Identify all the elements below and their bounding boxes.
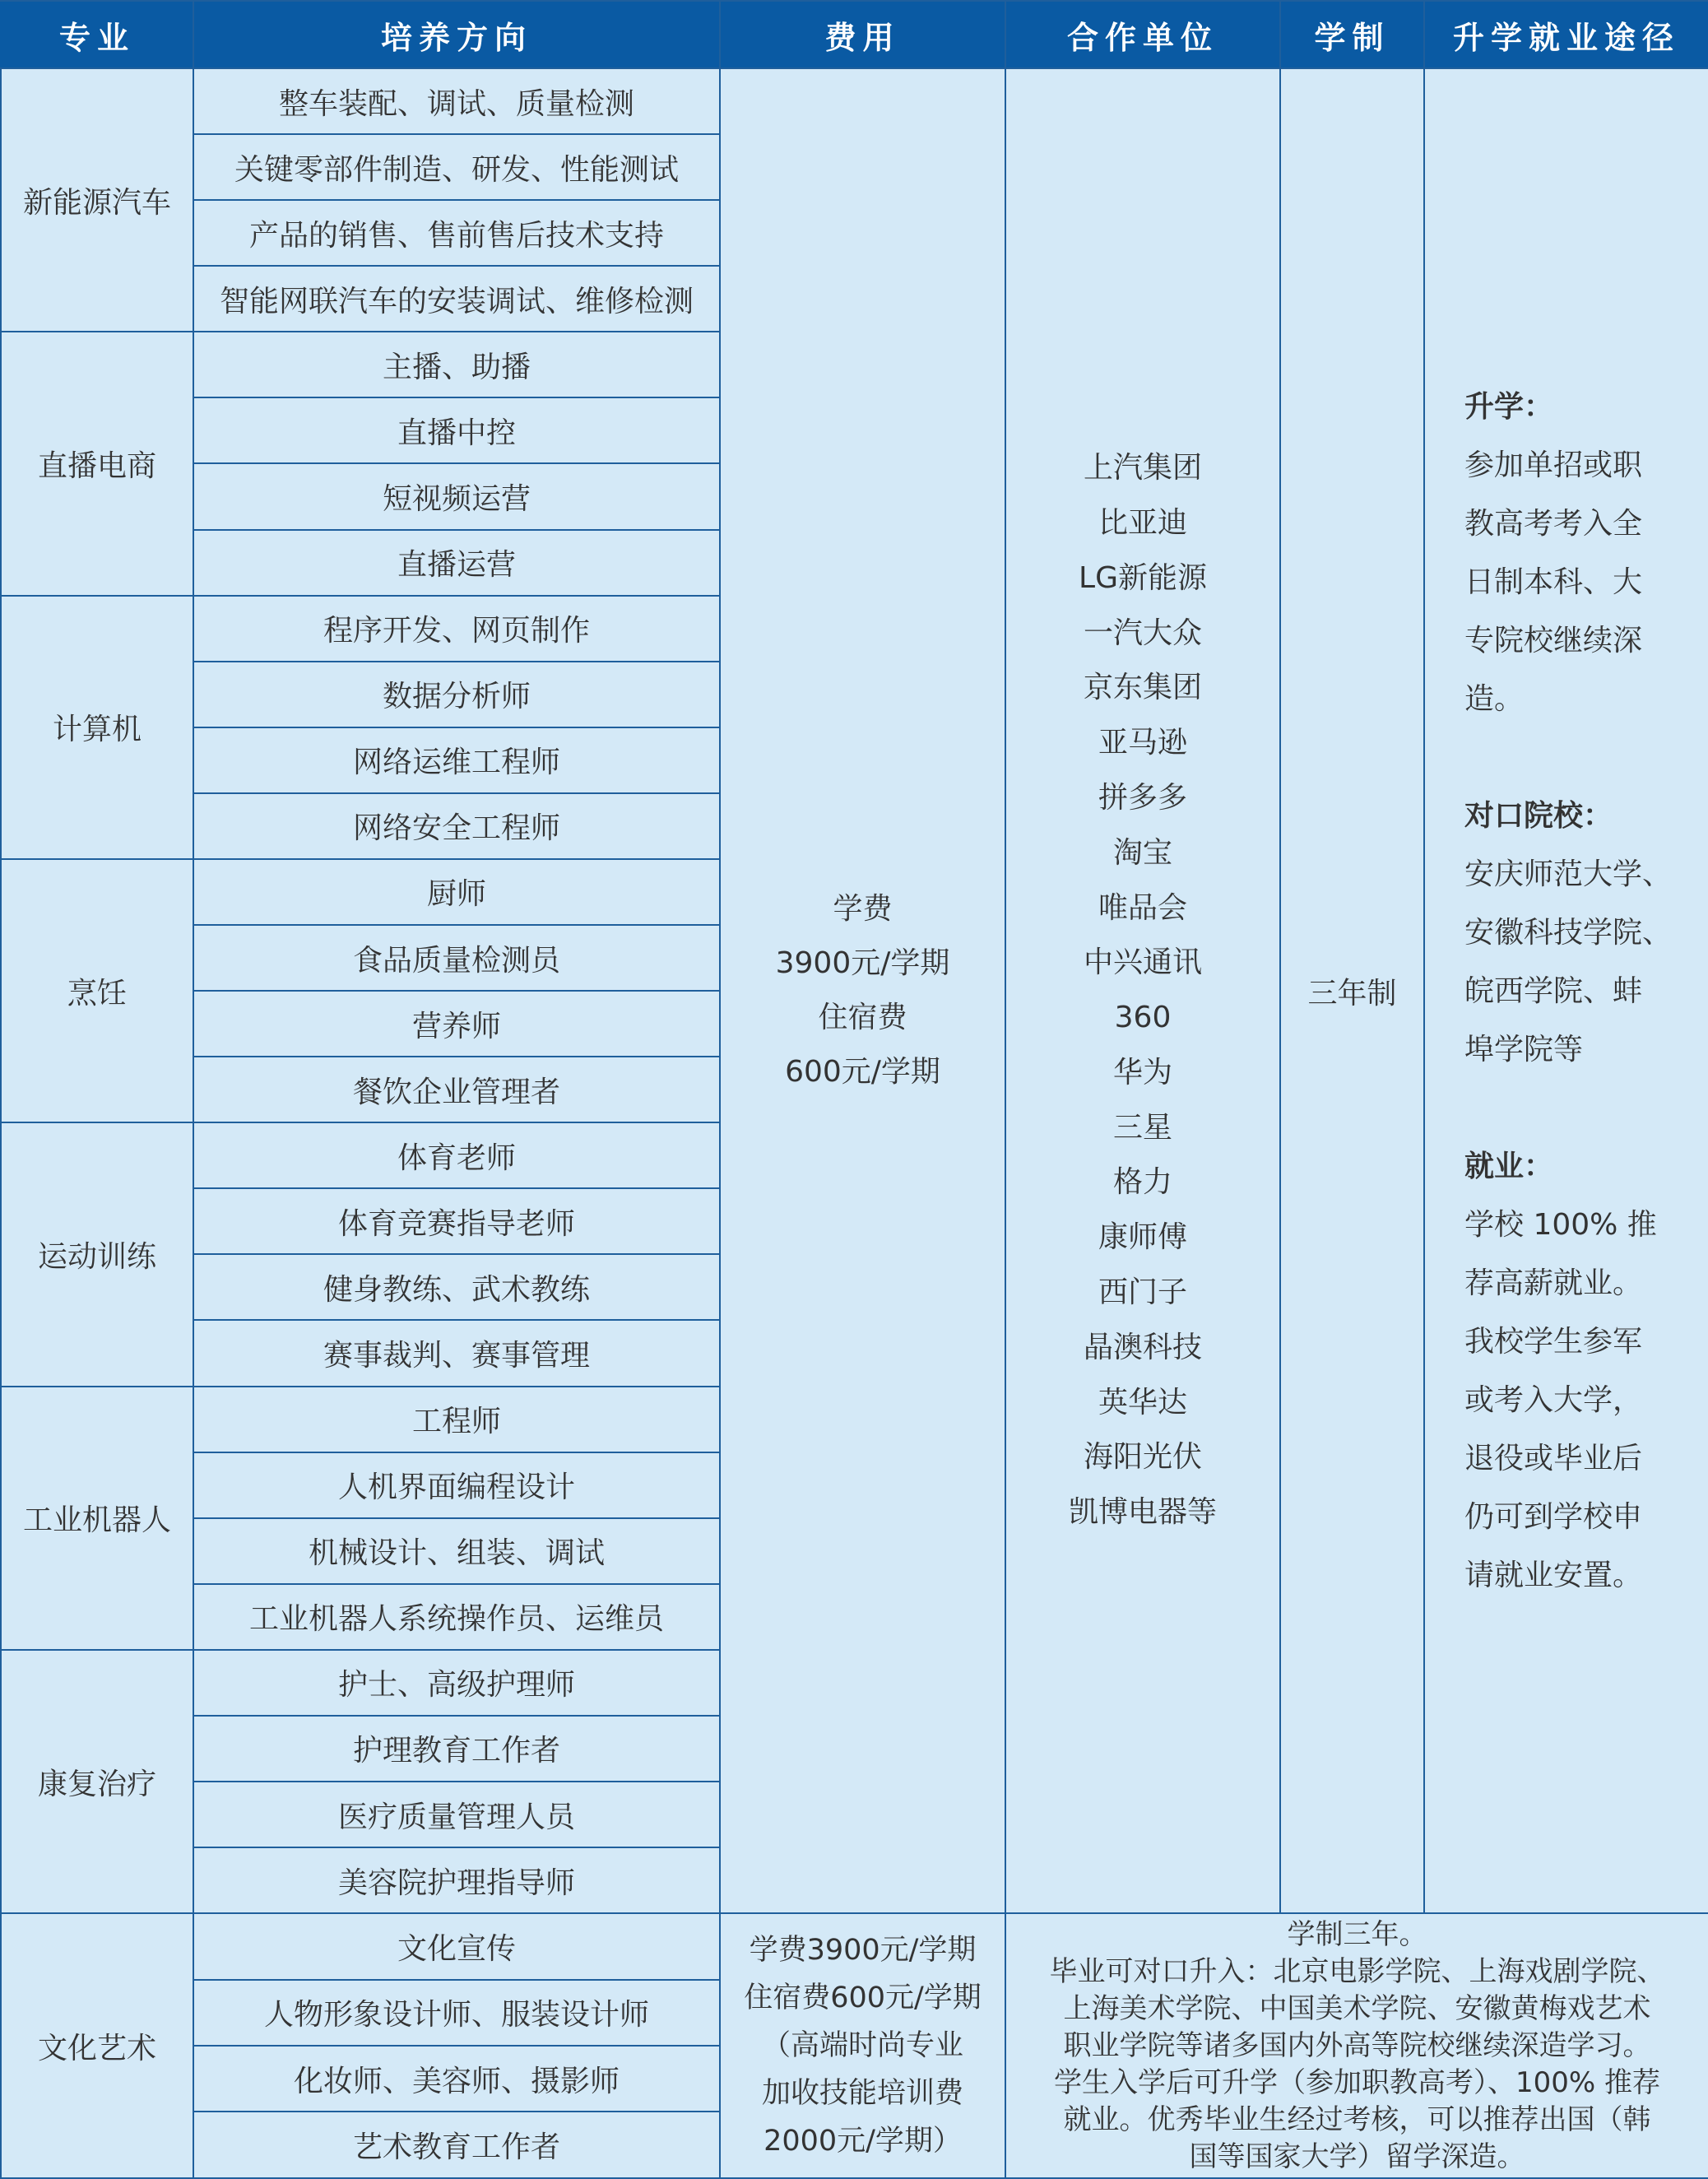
direction-cell: 机械设计、组装、调试: [193, 1518, 720, 1584]
further-study-line: 造。: [1464, 681, 1525, 716]
direction-cell: 直播中控: [193, 397, 720, 463]
direction-cell: 艺术教育工作者: [193, 2112, 720, 2178]
fee-tuition-value: 3900元/学期: [775, 946, 950, 981]
employment-line: 或考入大学，: [1464, 1382, 1643, 1417]
direction-cell: 体育竞赛指导老师: [193, 1188, 720, 1254]
employment-line: 我校学生参军: [1464, 1324, 1643, 1359]
partner-item: 格力: [1112, 1165, 1172, 1200]
header-direction: 培养方向: [193, 1, 720, 68]
partner-item: 比亚迪: [1098, 505, 1187, 540]
arts-fee-line: 学费3900元/学期: [749, 1934, 977, 1968]
employment-line: 学校 100% 推: [1464, 1207, 1657, 1242]
direction-cell: 主播、助播: [193, 332, 720, 397]
direction-cell: 健身教练、武术教练: [193, 1254, 720, 1320]
employment-line: 请就业安置。: [1464, 1558, 1643, 1592]
arts-description-cell: [1005, 1913, 1708, 2178]
header-fee: 费用: [720, 1, 1005, 68]
major-name: 运动训练: [1, 1122, 193, 1386]
partner-item: 西门子: [1098, 1275, 1187, 1310]
direction-cell: 网络运维工程师: [193, 727, 720, 793]
fee-cell: [720, 68, 1005, 1913]
partner-item: 华为: [1112, 1055, 1172, 1090]
header-duration: 学制: [1280, 1, 1424, 68]
duration-cell: [1280, 68, 1424, 1913]
arts-fee-line: （高端时尚专业: [761, 2029, 963, 2063]
direction-cell: 工程师: [193, 1387, 720, 1452]
major-name: 工业机器人: [1, 1387, 193, 1650]
direction-cell: 数据分析师: [193, 662, 720, 727]
direction-cell: 食品质量检测员: [193, 925, 720, 991]
direction-cell: 化妆师、美容师、摄影师: [193, 2046, 720, 2112]
arts-description-line: 毕业可对口升入：北京电影学院、上海戏剧学院、: [1049, 1954, 1665, 1988]
partner-item: 唯品会: [1098, 890, 1187, 925]
header-major: 专业: [1, 1, 193, 68]
further-study-line: 参加单招或职: [1464, 448, 1643, 482]
direction-cell: 工业机器人系统操作员、运维员: [193, 1584, 720, 1650]
partner-item: 海阳光伏: [1083, 1440, 1202, 1475]
header-pathway: 升学就业途径: [1424, 1, 1708, 68]
arts-description-line: 上海美术学院、中国美术学院、安徽黄梅戏艺术: [1063, 1991, 1651, 2025]
arts-major-name: 文化艺术: [1, 1913, 193, 2178]
pathway-cell: [1424, 68, 1708, 1913]
partner-item: 淘宝: [1112, 835, 1172, 870]
direction-cell: 医疗质量管理人员: [193, 1782, 720, 1847]
direction-cell: 短视频运营: [193, 463, 720, 529]
direction-cell: 护士、高级护理师: [193, 1650, 720, 1716]
direction-cell: 厨师: [193, 859, 720, 925]
direction-cell: 餐饮企业管理者: [193, 1057, 720, 1122]
arts-description-line: 就业。优秀毕业生经过考核，可以推荐出国（韩: [1063, 2102, 1651, 2136]
major-name: 康复治疗: [1, 1650, 193, 1913]
arts-fee-line: 住宿费600元/学期: [744, 1982, 982, 2015]
partner-item: 凯博电器等: [1068, 1495, 1217, 1530]
further-study-title: 升学：: [1464, 389, 1554, 424]
table-row: [1, 68, 1708, 134]
direction-cell: 护理教育工作者: [193, 1716, 720, 1782]
fee-lodging-value: 600元/学期: [785, 1055, 940, 1090]
fee-tuition-label: 学费: [833, 892, 893, 927]
arts-fee-line: 2000元/学期）: [763, 2125, 962, 2158]
direction-cell: 美容院护理指导师: [193, 1847, 720, 1913]
employment-line: 退役或毕业后: [1464, 1441, 1643, 1475]
employment-line: 仍可到学校申: [1464, 1499, 1643, 1534]
partner-item: 晶澳科技: [1083, 1330, 1202, 1364]
direction-cell: 产品的销售、售前售后技术支持: [193, 200, 720, 266]
direction-cell: 赛事裁判、赛事管理: [193, 1320, 720, 1386]
partner-item: 360: [1114, 1001, 1172, 1035]
direction-cell: 体育老师: [193, 1122, 720, 1188]
partner-item: 英华达: [1098, 1385, 1187, 1419]
header-row: [1, 1, 1708, 68]
arts-description-line: 学制三年。: [1287, 1917, 1427, 1951]
partner-item: 一汽大众: [1083, 616, 1202, 650]
employment-title: 就业：: [1464, 1149, 1554, 1183]
arts-fee-cell: [720, 1913, 1005, 2178]
table-row: [1, 1913, 1708, 1979]
partner-item: 亚马逊: [1098, 726, 1187, 760]
major-name: 计算机: [1, 596, 193, 859]
matched-school-line: 埠学院等: [1464, 1032, 1584, 1066]
partner-item: 拼多多: [1098, 780, 1187, 815]
further-study-line: 教高考考入全: [1464, 506, 1643, 541]
direction-cell: 关键零部件制造、研发、性能测试: [193, 134, 720, 200]
direction-cell: 人机界面编程设计: [193, 1452, 720, 1518]
partner-item: 京东集团: [1083, 671, 1202, 705]
matched-school-line: 安庆师范大学、: [1464, 857, 1673, 891]
direction-cell: 直播运营: [193, 530, 720, 596]
arts-description-line: 国等国家大学）留学深造。: [1189, 2140, 1525, 2173]
further-study-line: 专院校继续深: [1464, 623, 1643, 657]
direction-cell: 整车装配、调试、质量检测: [193, 68, 720, 134]
partner-item: 中兴通讯: [1083, 945, 1202, 980]
fee-lodging-label: 住宿费: [818, 1001, 907, 1035]
direction-cell: 程序开发、网页制作: [193, 596, 720, 662]
employment-line: 荐高薪就业。: [1464, 1266, 1643, 1300]
partners-cell: [1005, 68, 1280, 1913]
partner-item: 三星: [1112, 1110, 1172, 1145]
partner-item: 上汽集团: [1083, 451, 1202, 486]
direction-cell: 营养师: [193, 991, 720, 1057]
major-name: 新能源汽车: [1, 68, 193, 332]
duration-text: 三年制: [1307, 976, 1397, 1011]
direction-cell: 智能网联汽车的安装调试、维修检测: [193, 266, 720, 332]
direction-cell: 网络安全工程师: [193, 793, 720, 859]
header-partners: 合作单位: [1005, 1, 1280, 68]
matched-schools-title: 对口院校：: [1464, 798, 1613, 833]
arts-description-line: 学生入学后可升学（参加职教高考）、100% 推荐: [1053, 2065, 1660, 2099]
major-name: 烹饪: [1, 859, 193, 1122]
major-name: 直播电商: [1, 332, 193, 595]
further-study-line: 日制本科、大: [1464, 564, 1643, 599]
partner-item: 康师傅: [1098, 1220, 1187, 1255]
partner-item: LG新能源: [1079, 560, 1207, 595]
arts-description-line: 职业学院等诸多国内外高等院校继续深造学习。: [1063, 2028, 1651, 2062]
direction-cell: 人物形象设计师、服装设计师: [193, 1980, 720, 2046]
matched-school-line: 安徽科技学院、: [1464, 915, 1673, 950]
matched-school-line: 皖西学院、蚌: [1464, 973, 1643, 1008]
arts-fee-line: 加收技能培训费: [761, 2077, 963, 2111]
direction-cell: 文化宣传: [193, 1913, 720, 1979]
